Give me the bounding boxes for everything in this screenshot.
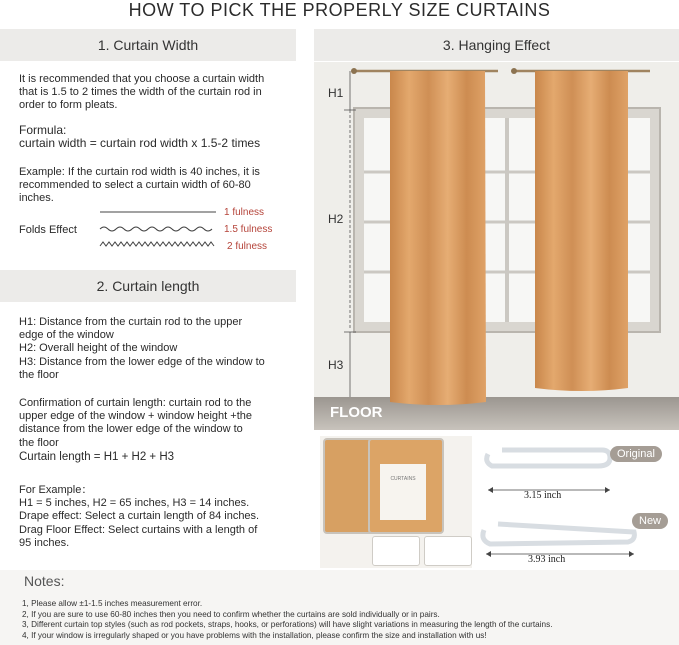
fold-wave-1-5 — [100, 227, 212, 231]
note-item: 3, Different curtain top styles (such as rod pockets, straps, hooks, or perforations) will have slight variations in measuring the length of the curtains. — [22, 620, 553, 630]
notes-header: Notes: — [24, 573, 65, 589]
example-line: inches. — [19, 192, 54, 205]
section-3-header: 3. Hanging Effect — [314, 29, 679, 61]
notes-list — [22, 599, 552, 641]
def-key: H2 — [19, 342, 34, 355]
width-intro — [19, 73, 294, 113]
example-line: Drape effect: Select a curtain length of 84 inches. — [19, 510, 260, 523]
hanging-illustration — [314, 62, 679, 430]
folds-waves — [98, 204, 220, 252]
page-title: HOW TO PICK THE PROPERLY SIZE CURTAINS — [128, 0, 551, 20]
original-badge: Original — [610, 446, 662, 462]
def-key: H1 — [19, 316, 34, 328]
folds-label: Folds Effect — [19, 224, 77, 236]
def-text: : Distance from the lower edge of the window to — [33, 355, 265, 368]
intro-line: that is 1.5 to 2 times the width of the curtain rod in — [19, 86, 262, 99]
floor-label: FLOOR — [330, 404, 383, 421]
curtain-right — [535, 71, 628, 391]
label-h3: H3 — [328, 358, 344, 372]
def-text: : Distance from the curtain rod to the upper — [33, 316, 243, 328]
label-h2: H2 — [328, 212, 344, 226]
package-photo — [320, 436, 472, 568]
example-line: Example: If the curtain rod width is 40 inches, it is — [19, 166, 260, 178]
example-line: recommended to select a curtain width of 60-80 — [19, 179, 251, 192]
confirm-line: upper edge of the window + window height +the — [19, 410, 252, 423]
original-size: 3.15 inch — [524, 490, 562, 501]
fullness-1-5: 1.5 fulness — [224, 224, 273, 235]
new-badge: New — [632, 513, 668, 529]
note-item: 2, If you are sure to use 60-80 inches then you need to confirm whether the curtains are sold individually or in pairs. — [22, 609, 440, 619]
confirm-line: distance from the lower edge of the window to — [19, 423, 243, 436]
hook-original — [487, 450, 610, 466]
hanging-effect-scene — [314, 62, 679, 430]
hook-new — [483, 524, 635, 544]
def-h2 — [19, 342, 294, 355]
intro-line: order to form pleats. — [19, 99, 118, 112]
package-label: CURTAINS — [380, 464, 426, 520]
section-2-header: 2. Curtain length — [0, 270, 296, 302]
length-example — [19, 484, 299, 550]
width-example — [19, 166, 294, 206]
note-item: 4, If your window is irregularly shaped or you have problems with the installation, please confirm the size and installation with us! — [22, 630, 487, 640]
fullness-2: 2 fulness — [227, 241, 268, 252]
new-size: 3.93 inch — [528, 554, 566, 565]
formula-text: curtain width = curtain rod width x 1.5-2 times — [19, 136, 261, 150]
intro-line: It is recommended that you choose a curtain width — [19, 73, 265, 85]
hooks-bag-2 — [424, 536, 472, 566]
confirm-line: Confirmation of curtain length: curtain rod to the — [19, 397, 252, 409]
fold-wave-2 — [100, 242, 214, 246]
curtain-left — [390, 71, 486, 405]
example-line: H1 = 5 inches, H2 = 65 inches, H3 = 14 inches. — [19, 497, 250, 510]
example-line: Drag Floor Effect: Select curtains with a length of — [19, 523, 258, 536]
def-text: : Overall height of the window — [33, 342, 178, 355]
length-formula: Curtain length = H1 + H2 + H3 — [19, 450, 175, 463]
fullness-1: 1 fulness — [224, 207, 265, 218]
note-item: 1, Please allow ±1-1.5 inches measurement error. — [22, 599, 203, 608]
length-confirmation — [19, 397, 294, 464]
example-line: 95 inches. — [19, 536, 70, 549]
def-h1-cont: edge of the window — [19, 329, 114, 342]
for-example-label: For Example： — [19, 484, 93, 496]
length-definitions — [19, 316, 294, 382]
section-1-header: 1. Curtain Width — [0, 29, 296, 61]
label-h1: H1 — [328, 86, 344, 100]
def-h3-cont: the floor — [19, 368, 59, 381]
def-key: H3 — [19, 355, 34, 368]
confirm-line: the floor — [19, 436, 59, 449]
formula-label: Formula: — [19, 123, 67, 137]
def-h3 — [19, 356, 294, 369]
hooks-bag-1 — [372, 536, 420, 566]
def-h1 — [19, 316, 294, 329]
